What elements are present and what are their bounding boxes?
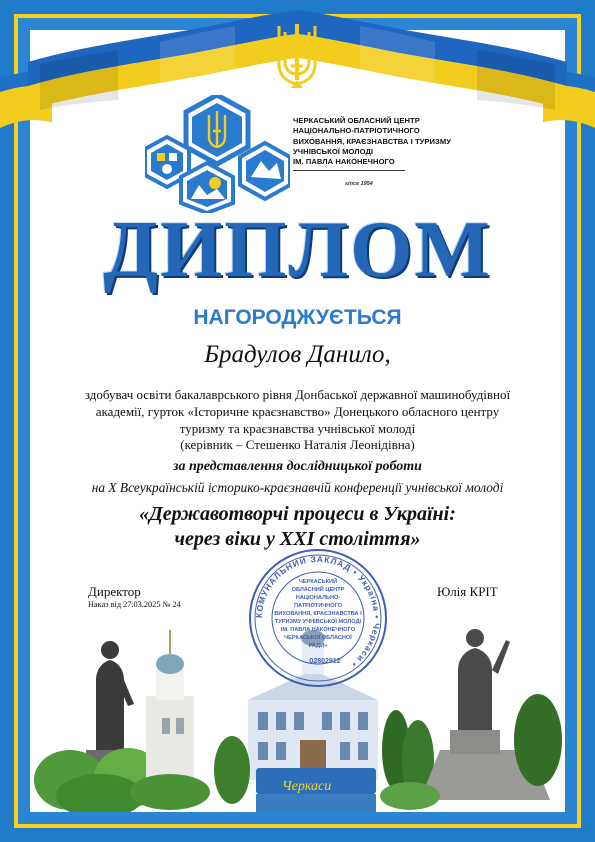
recipient-name: Брадулов Данило, — [204, 341, 391, 368]
stamp-center-line: ТУРИЗМУ УЧНІВСЬКОЇ МОЛОДІ — [274, 619, 362, 625]
conference-text: на Х Всеукраїнській історико-краєзнавчій конференції учнівської молоді — [91, 480, 504, 495]
page-title: ДИПЛОМ — [103, 206, 492, 294]
work-title-line: «Державотворчі процеси в Україні: — [139, 503, 456, 525]
description-line: (керівник – Стешенко Наталія Леонідівна) — [180, 437, 415, 452]
stamp-ring-text: КОМУНАЛЬНИЙ ЗАКЛАД • Україна • Черкаси • — [253, 553, 383, 671]
stamp-center-line: ОБЛАСНИЙ ЦЕНТР — [291, 587, 345, 593]
description-line: туризму та краєзнавства учнівської молоді — [179, 421, 416, 436]
description-line: академії, гурток «Історичне краєзнавство» Донецького обласного центру — [95, 404, 500, 419]
signer-name: Юлія КРІТ — [437, 584, 498, 599]
org-emblem-icon — [145, 95, 290, 213]
organization-name — [293, 116, 493, 167]
representation-text: за представлення дослідницької роботи — [173, 459, 422, 474]
work-title-line: через віки у ХХІ століття» — [174, 528, 421, 550]
stamp-center-line: НАЦІОНАЛЬНО- — [295, 595, 341, 601]
stamp-center-line: ПАТРІОТИЧНОГО — [293, 603, 343, 609]
awarded-label: НАГОРОДЖУЄТЬСЯ — [193, 306, 402, 329]
organization-line: ЧЕРКАСЬКИЙ ОБЛАСНИЙ ЦЕНТР — [293, 116, 420, 125]
stamp-center-line: РАДИ» — [308, 643, 328, 649]
director-label: Директор — [88, 584, 141, 599]
order-reference: Наказ від 27.03.2025 № 24 — [88, 600, 181, 609]
organization-line: ВИХОВАННЯ, КРАЄЗНАВСТВА І ТУРИЗМУ — [293, 136, 451, 146]
stamp-code: 02802912 — [309, 658, 341, 665]
stamp-center-line: ЧЕРКАСЬКИЙ — [298, 579, 338, 585]
stamp-center-line: ВИХОВАННЯ, КРАЄЗНАВСТВА І — [274, 611, 362, 617]
since-label: since 1954 — [345, 181, 373, 187]
trident-icon — [277, 22, 317, 90]
city-label: Черкаси — [282, 779, 332, 794]
official-stamp — [247, 547, 389, 689]
description-line: здобувач освіти бакалаврського рівня Донбаської державної машинобудівної — [84, 387, 511, 402]
organization-line: ІМ. ПАВЛА НАКОНЕЧНОГО — [293, 157, 395, 167]
organization-line: УЧНІВСЬКОЇ МОЛОДІ — [293, 146, 374, 156]
stamp-center-line: ІМ. ПАВЛА НАКОНЕЧНОГО — [280, 627, 356, 633]
organization-line: НАЦІОНАЛЬНО-ПАТРІОТИЧНОГО — [293, 126, 420, 136]
org-divider — [293, 170, 405, 171]
stamp-center-line: ЧЕРКАСЬКОЇ ОБЛАСНОЇ — [284, 635, 352, 641]
